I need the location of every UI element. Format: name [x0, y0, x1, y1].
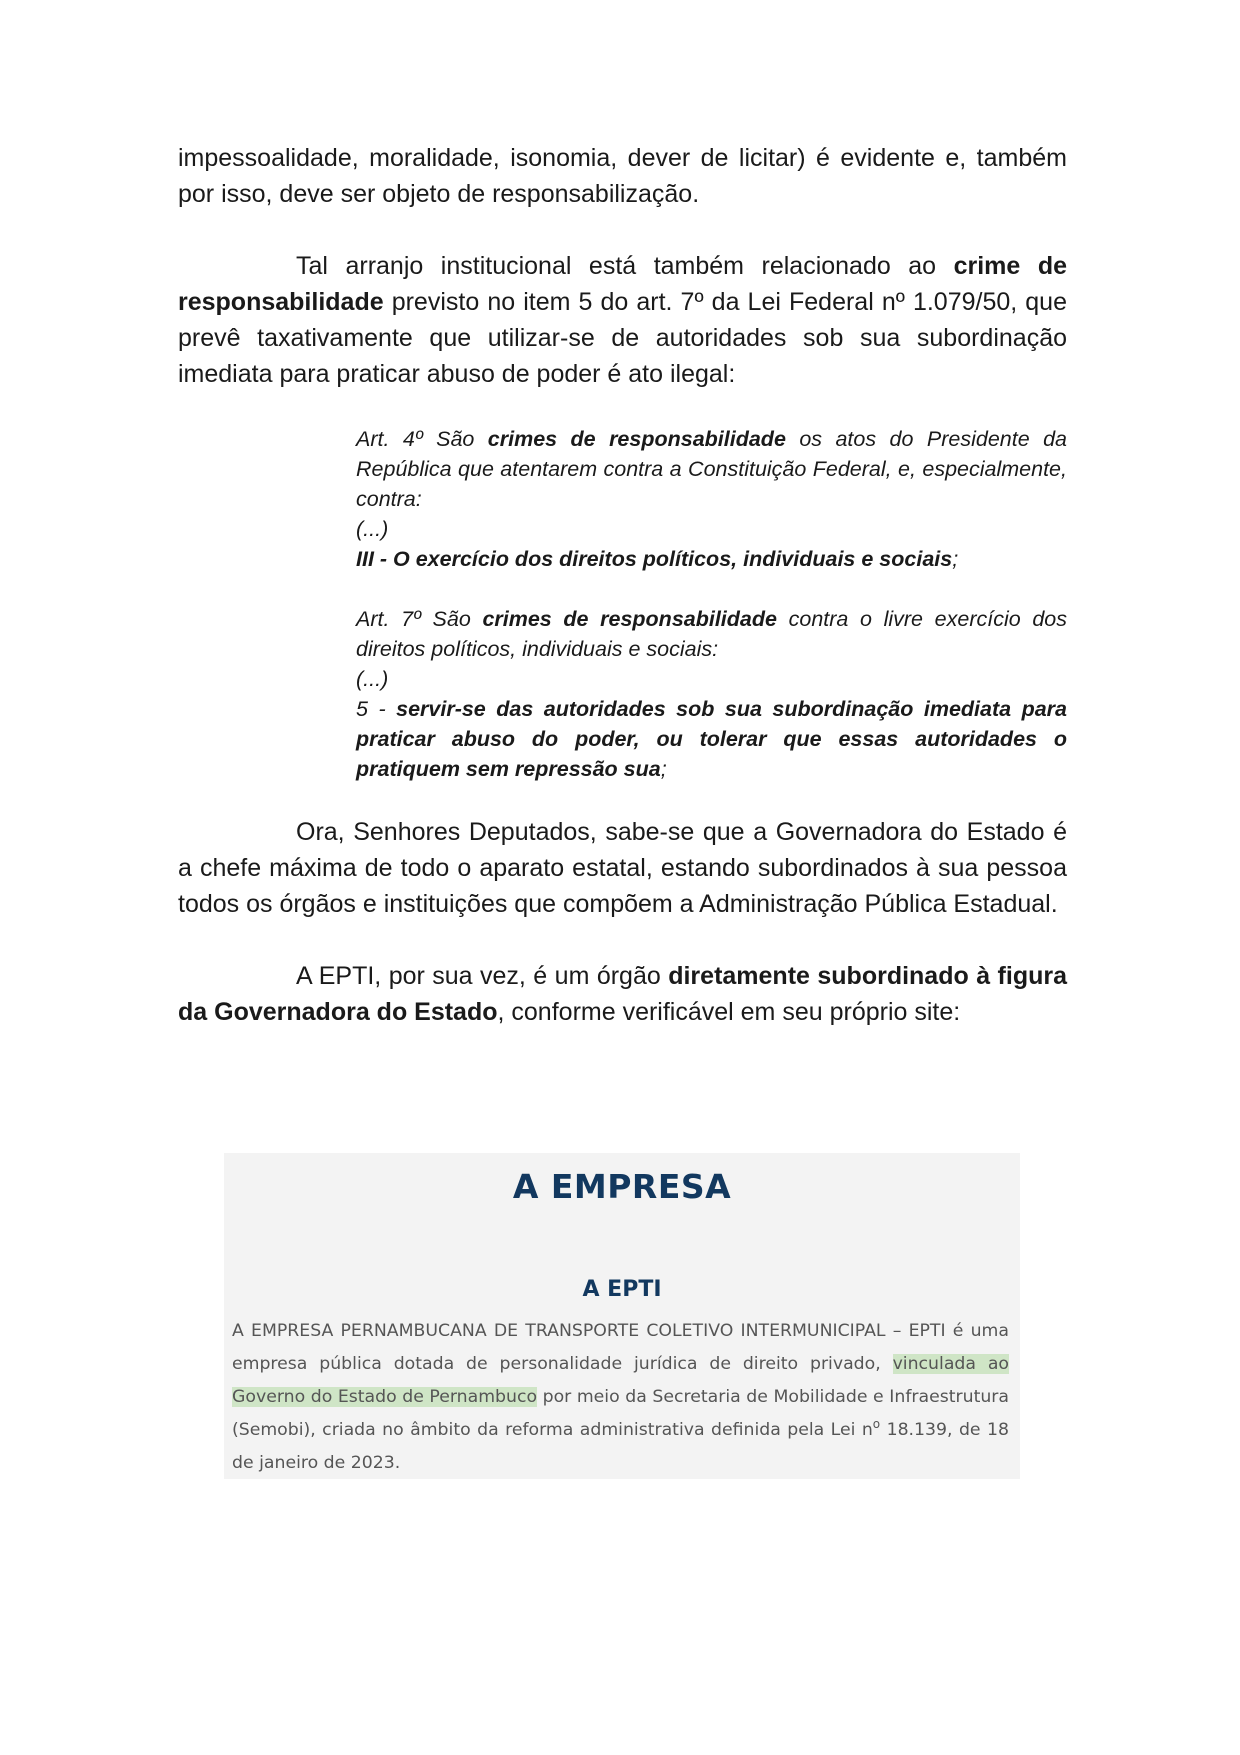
quote-item5-bold: servir-se das autoridades sob sua subordinação imediata para praticar abuso do poder, ou tolerar que essas autoridades o pratiquem sem repressão sua [356, 697, 1067, 781]
paragraph-2-bold: crime de responsabilidade [178, 252, 1067, 316]
embedded-website-screenshot [224, 1153, 1020, 1479]
screenshot-title: A EMPRESA [512, 1167, 732, 1206]
screenshot-highlight: vinculada ao Governo do Estado de Pernambuco [232, 1354, 1009, 1407]
screenshot-subtitle: A EPTI [582, 1277, 662, 1302]
quote-art7-bold: crimes de responsabilidade [482, 607, 777, 631]
paragraph-4 [178, 958, 1067, 1030]
quote-item3-end: ; [952, 547, 959, 571]
quote-art7-b: contra o livre exercício dos direitos políticos, individuais e sociais: [356, 607, 1067, 661]
paragraph-4-text-b: , conforme verificável em seu próprio site: [497, 998, 961, 1026]
quote-art4-b: os atos do Presidente da República que atentarem contra a Constituição Federal, e, especialmente, contra: [356, 427, 1067, 511]
quote-art4 [356, 424, 1067, 514]
paragraph-2-text-b: previsto no item 5 do art. 7º da Lei Federal nº 1.079/50, que prevê taxativamente que utilizar-se de autoridades sob sua subordinação imediata para praticar abuso de poder é ato ilegal: [178, 288, 1067, 388]
quote-item5-a: 5 - [356, 697, 397, 721]
quote-item5-end: ; [660, 757, 667, 781]
paragraph-3-text: Ora, Senhores Deputados, sabe-se que a Governadora do Estado é a chefe máxima de todo o aparato estatal, estando subordinados à sua pessoa todos os órgãos e instituições que compõem a Administração Pública Estadual. [178, 818, 1067, 918]
quote-ellipsis-1: (...) [356, 517, 389, 541]
quote-item3-bold: III - O exercício dos direitos políticos, individuais e sociais [356, 547, 953, 571]
quote-art7-a: Art. 7º São [356, 607, 483, 631]
paragraph-2 [178, 248, 1067, 392]
paragraph-4-text-a: A EPTI, por sua vez, é um órgão [296, 962, 669, 990]
quote-ellipsis-2: (...) [356, 667, 389, 691]
paragraph-1-text: impessoalidade, moralidade, isonomia, dever de licitar) é evidente e, também por isso, deve ser objeto de responsabilização. [178, 144, 1067, 208]
quote-art4-bold: crimes de responsabilidade [487, 427, 786, 451]
screenshot-body-c: 18.139, de 18 de janeiro de 2023. [232, 1420, 1009, 1473]
paragraph-3 [178, 814, 1067, 922]
screenshot-body [232, 1315, 1009, 1480]
screenshot-body-b: por meio da Secretaria de Mobilidade e Infraestrutura (Semobi), criada no âmbito da reforma administrativa definida pela Lei n [232, 1387, 1009, 1440]
document-page [178, 140, 1067, 1030]
quote-art7 [356, 604, 1067, 664]
quote-art4-a: Art. 4º São [356, 427, 488, 451]
paragraph-1 [178, 140, 1067, 212]
paragraph-2-text-a: Tal arranjo institucional está também relacionado ao [296, 252, 954, 280]
legal-quote [356, 424, 1067, 784]
screenshot-body-a: A EMPRESA PERNAMBUCANA DE TRANSPORTE COLETIVO INTERMUNICIPAL – EPTI é uma empresa pública dotada de personalidade jurídica de direito privado, [232, 1321, 1009, 1374]
screenshot-body-sup: o [872, 1417, 881, 1432]
quote-item5 [356, 694, 1067, 784]
quote-item3 [356, 544, 1067, 574]
paragraph-4-bold: diretamente subordinado à figura da Governadora do Estado [178, 962, 1067, 1026]
